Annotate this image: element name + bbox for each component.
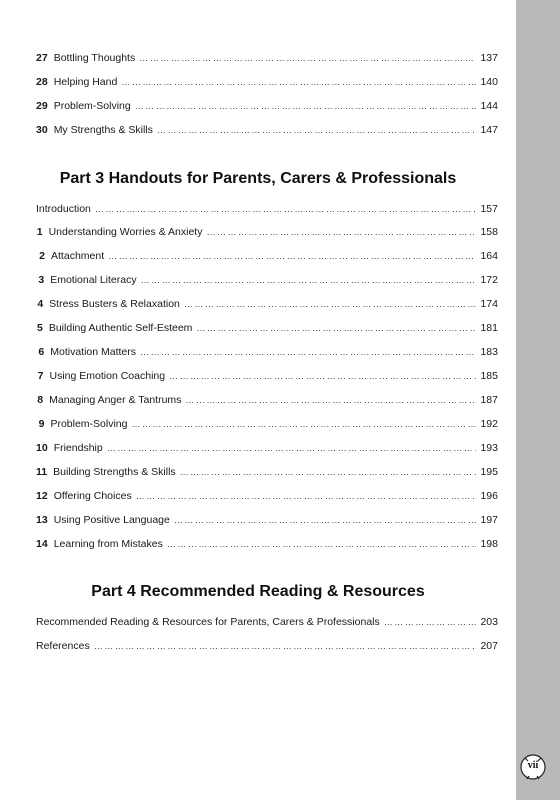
dot-leader [184, 295, 476, 313]
toc-entry[interactable] [36, 73, 498, 91]
dot-leader [206, 223, 476, 241]
toc-entry[interactable] [36, 271, 498, 289]
entry-number: 27 [36, 52, 48, 64]
entry-page: 207 [480, 640, 498, 652]
entry-page: 183 [480, 346, 498, 358]
toc-entry[interactable] [36, 511, 498, 529]
toc-entry[interactable] [36, 487, 498, 505]
page-margin-band [516, 0, 560, 800]
toc-entry[interactable] [36, 367, 498, 385]
entry-title: Recommended Reading & Resources for Parents, Carers & Professionals [36, 616, 380, 628]
entry-page: 157 [480, 203, 498, 215]
entry-page: 172 [480, 274, 498, 286]
entry-title: Motivation Matters [50, 346, 137, 358]
entry-number: 12 [36, 490, 48, 502]
entry-title: Stress Busters & Relaxation [49, 298, 180, 310]
toc-entry[interactable] [36, 415, 498, 433]
entry-number: 11 [36, 466, 48, 478]
entry-number: 29 [36, 100, 48, 112]
page-number-badge [517, 751, 549, 783]
toc-entry[interactable] [36, 295, 498, 313]
entry-title: My Strengths & Skills [53, 124, 153, 136]
entry-title: Using Positive Language [53, 514, 170, 526]
entry-number: 14 [36, 538, 48, 550]
toc-entry[interactable] [36, 343, 498, 361]
entry-page: 174 [480, 298, 498, 310]
entry-page: 158 [480, 226, 498, 238]
toc-entry[interactable] [36, 439, 498, 457]
entry-title: Building Strengths & Skills [53, 466, 176, 478]
entry-page: 185 [480, 370, 498, 382]
entry-title: Offering Choices [53, 490, 132, 502]
dot-leader [141, 271, 476, 289]
entry-page: 196 [480, 490, 498, 502]
entry-number: 5 [37, 322, 43, 334]
entry-title: References [36, 640, 90, 652]
entry-page: 203 [480, 616, 498, 628]
entry-page: 192 [480, 418, 498, 430]
entry-number: 4 [37, 298, 44, 310]
toc-entry[interactable] [36, 319, 498, 337]
dot-leader [180, 463, 476, 481]
entry-title: Problem-Solving [53, 100, 131, 112]
entry-title: Helping Hand [53, 76, 118, 88]
toc-entry[interactable] [36, 223, 498, 241]
entry-number: 9 [38, 418, 45, 430]
toc-entry[interactable] [36, 97, 498, 115]
entry-page: 193 [480, 442, 498, 454]
part3-heading: Part 3 Handouts for Parents, Carers & Professionals [59, 170, 457, 187]
toc-entry[interactable] [36, 49, 498, 67]
entry-number: 1 [36, 226, 43, 238]
entry-page: 197 [480, 514, 498, 526]
part4-heading: Part 4 Recommended Reading & Resources [91, 583, 425, 600]
dot-leader [169, 367, 476, 385]
toc-entry[interactable] [36, 463, 498, 481]
dot-leader [136, 487, 476, 505]
entry-title: Friendship [53, 442, 103, 454]
dot-leader [384, 613, 476, 631]
entry-page: 144 [480, 100, 498, 112]
dot-leader [140, 343, 476, 361]
entry-number: 2 [39, 250, 46, 262]
toc-entry[interactable] [36, 535, 498, 553]
entry-page: 137 [480, 52, 498, 64]
dot-leader [139, 49, 476, 67]
entry-number: 8 [37, 394, 44, 406]
entry-title: Emotional Literacy [50, 274, 137, 286]
entry-title: Understanding Worries & Anxiety [48, 226, 203, 238]
entry-title: Using Emotion Coaching [49, 370, 166, 382]
toc-entry[interactable] [36, 637, 498, 655]
dot-leader [196, 319, 476, 337]
entry-page: 164 [480, 250, 498, 262]
entry-number: 10 [36, 442, 48, 454]
entry-page: 195 [480, 466, 498, 478]
entry-number: 28 [36, 76, 48, 88]
dot-leader [108, 247, 476, 265]
entry-title: Bottling Thoughts [53, 52, 136, 64]
dot-leader [94, 637, 476, 655]
dot-leader [107, 439, 476, 457]
entry-title: Learning from Mistakes [53, 538, 163, 550]
dot-leader [167, 535, 476, 553]
entry-title: Managing Anger & Tantrums [49, 394, 182, 406]
entry-number: 13 [36, 514, 48, 526]
dot-leader [131, 415, 476, 433]
toc-entry[interactable] [36, 391, 498, 409]
entry-page: 181 [480, 322, 498, 334]
entry-title: Attachment [51, 250, 105, 262]
dot-leader [135, 97, 476, 115]
entry-title: Problem-Solving [50, 418, 128, 430]
toc-entry[interactable] [36, 121, 498, 139]
dot-leader [121, 73, 476, 91]
dot-leader [174, 511, 476, 529]
toc-entry[interactable] [36, 613, 498, 631]
entry-page: 147 [480, 124, 498, 136]
entry-page: 140 [480, 76, 498, 88]
toc-entry-introduction[interactable] [36, 200, 498, 218]
entry-number: 6 [38, 346, 45, 358]
entry-title: Building Authentic Self-Esteem [48, 322, 193, 334]
entry-title: Introduction [36, 203, 91, 215]
entry-page: 187 [480, 394, 498, 406]
page-number: vii [527, 760, 539, 771]
dot-leader [185, 391, 476, 409]
entry-number: 30 [36, 124, 48, 136]
entry-page: 198 [480, 538, 498, 550]
entry-number: 3 [38, 274, 45, 286]
dot-leader [95, 200, 476, 218]
dot-leader [157, 121, 476, 139]
toc-entry[interactable] [36, 247, 498, 265]
entry-number: 7 [37, 370, 44, 382]
